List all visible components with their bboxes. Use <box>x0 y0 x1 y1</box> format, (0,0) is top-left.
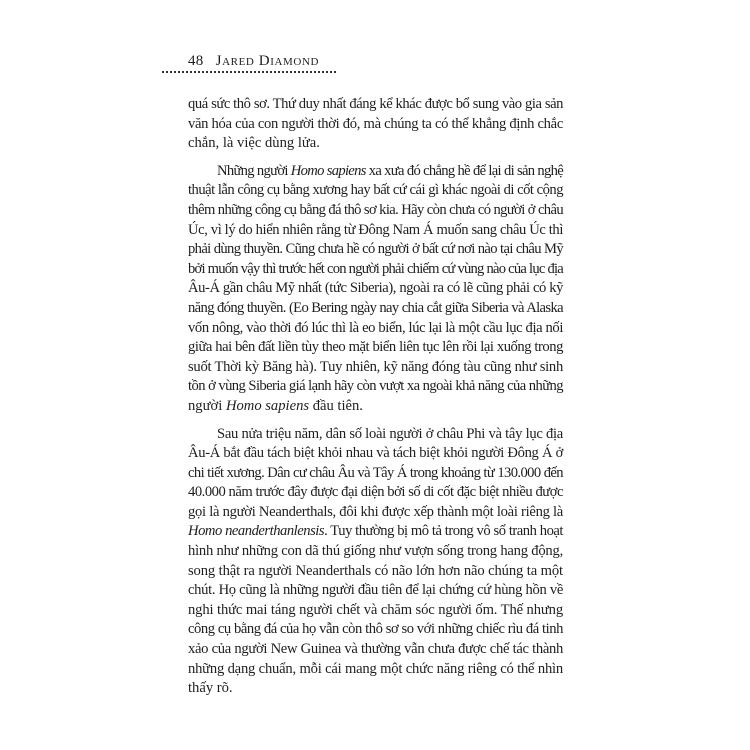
page-number: 48 <box>188 53 204 69</box>
text-line <box>188 483 563 503</box>
text-run: văn hóa của con người thời đó, mà chúng ta có thể khẳng định chắc <box>188 115 563 132</box>
text-run: 40.000 năm trước đây được đại diện bởi số di cốt đặc biệt nhiều được <box>188 484 563 501</box>
text-line <box>188 240 563 260</box>
paragraph <box>188 162 563 417</box>
text-line <box>188 444 563 464</box>
text-line <box>188 319 563 339</box>
text-line <box>188 201 563 221</box>
text-run: phải dùng thuyền. Cũng chưa hề có người ở bất cứ nơi nào tại châu Mỹ <box>188 241 563 258</box>
text-line <box>188 134 563 154</box>
paragraph <box>188 95 563 154</box>
text-run: năng đóng thuyền. (Eo Bering ngày nay chia cắt giữa Siberia và Alaska <box>188 299 563 316</box>
text-run: Sau nửa triệu năm, dân số loài người ở châu Phi và tây lục địa <box>217 425 563 442</box>
text-line <box>188 425 563 445</box>
running-head-author: Jared Diamond <box>215 53 320 69</box>
text-run: song thật ra người Neanderthals có não lớn hơn não chúng ta một <box>188 562 563 579</box>
text-run: đầu tiên. <box>309 397 363 414</box>
text-run: xảo của người New Guinea và thường vẫn chưa được chế tác thành <box>188 641 563 658</box>
text-run: xa xưa đó chẳng hề để lại di sản nghệ <box>365 162 564 179</box>
text-run: công cụ bằng đá của họ vẫn còn thô sơ so với những chiếc rìu đá tinh <box>188 621 563 638</box>
text-run: Úc, vì lý do hiển nhiên rằng từ Đông Nam Á muốn sang châu Úc thì <box>188 221 563 238</box>
text-line <box>188 279 563 299</box>
dotted-rule <box>162 71 336 73</box>
running-head <box>188 53 319 70</box>
text-line <box>188 358 563 378</box>
italic-term: Homo sapiens <box>290 162 366 179</box>
text-run: thấy rõ. <box>188 680 233 697</box>
text-line <box>188 260 563 280</box>
italic-term: Homo neanderthanlensis <box>188 523 325 540</box>
paragraph <box>188 425 563 699</box>
text-run: thuật lẫn công cụ bằng xương hay bất cứ cái gì khác ngoài di cốt cộng <box>188 182 563 199</box>
text-run: chi tiết xương. Dân cư châu Âu và Tây Á trong khoảng từ 130.000 đến <box>188 464 563 481</box>
text-line <box>188 562 563 582</box>
text-line <box>188 377 563 397</box>
text-run: tồn ở vùng Siberia giá lạnh hãy còn vượt xa ngoài khả năng của những <box>188 378 563 395</box>
text-line <box>188 221 563 241</box>
body-text <box>188 95 563 707</box>
text-run: suốt Thời kỳ Băng hà). Tuy nhiên, kỹ năng đóng tàu cũng như sinh <box>188 358 563 375</box>
text-run: những dạng chuẩn, mỗi cái mang một chức năng riêng có thể nhìn <box>188 660 563 677</box>
text-run: bởi muốn vậy thì trước hết con người phải chiếm cứ vùng nào của lục địa <box>188 260 563 277</box>
text-run: Âu-Á gần châu Mỹ nhất (tức Siberia), ngoài ra có lẽ cũng phải có kỹ <box>188 280 563 297</box>
text-run: chắn, là việc dùng lửa. <box>188 135 320 152</box>
text-line <box>188 522 563 542</box>
text-line <box>188 338 563 358</box>
text-run: người <box>188 397 226 414</box>
text-line <box>188 503 563 523</box>
text-run: giữa hai bên đất liền tùy theo mặt biển liên tục lên rồi lại xuống trong <box>188 339 563 356</box>
text-line <box>188 660 563 680</box>
text-run: . Tuy thường bị mô tả trong vô số tranh hoạt <box>324 523 563 540</box>
text-line <box>188 95 563 115</box>
text-run: vốn nông, vào thời đó lúc thì là eo biển, lúc lại là một cầu lục địa nối <box>188 319 563 336</box>
text-line <box>188 679 563 699</box>
text-line <box>188 181 563 201</box>
text-run: quá sức thô sơ. Thứ duy nhất đáng kể khác được bổ sung vào gia sản <box>188 96 563 112</box>
italic-term: Homo sapiens <box>225 397 310 414</box>
text-run: thêm những công cụ bằng đá thô sơ kia. Hãy còn chưa có người ở châu <box>188 201 563 218</box>
text-line <box>188 640 563 660</box>
text-line <box>188 620 563 640</box>
text-run: nghi thức mai táng người chết và chăm sóc người ốm. Thế nhưng <box>188 601 563 618</box>
text-line <box>188 299 563 319</box>
text-line <box>188 162 563 182</box>
text-run: hình như những con dã thú giống như vượn sống trong hang động, <box>188 543 563 560</box>
text-line <box>188 115 563 135</box>
text-line <box>188 542 563 562</box>
text-run: Âu-Á bắt đầu tách biệt khỏi nhau và tách biệt khỏi người Đông Á ở <box>188 445 563 462</box>
text-run: gọi là người Neanderthals, đôi khi được xếp thành một loài riêng là <box>188 503 563 520</box>
text-line <box>188 601 563 621</box>
text-run: chút. Họ cũng là những người đầu tiên để lại chứng cứ hùng hồn về <box>188 582 563 599</box>
text-line <box>188 581 563 601</box>
text-line <box>188 464 563 484</box>
text-run: Những người <box>217 162 291 179</box>
text-line <box>188 397 563 417</box>
